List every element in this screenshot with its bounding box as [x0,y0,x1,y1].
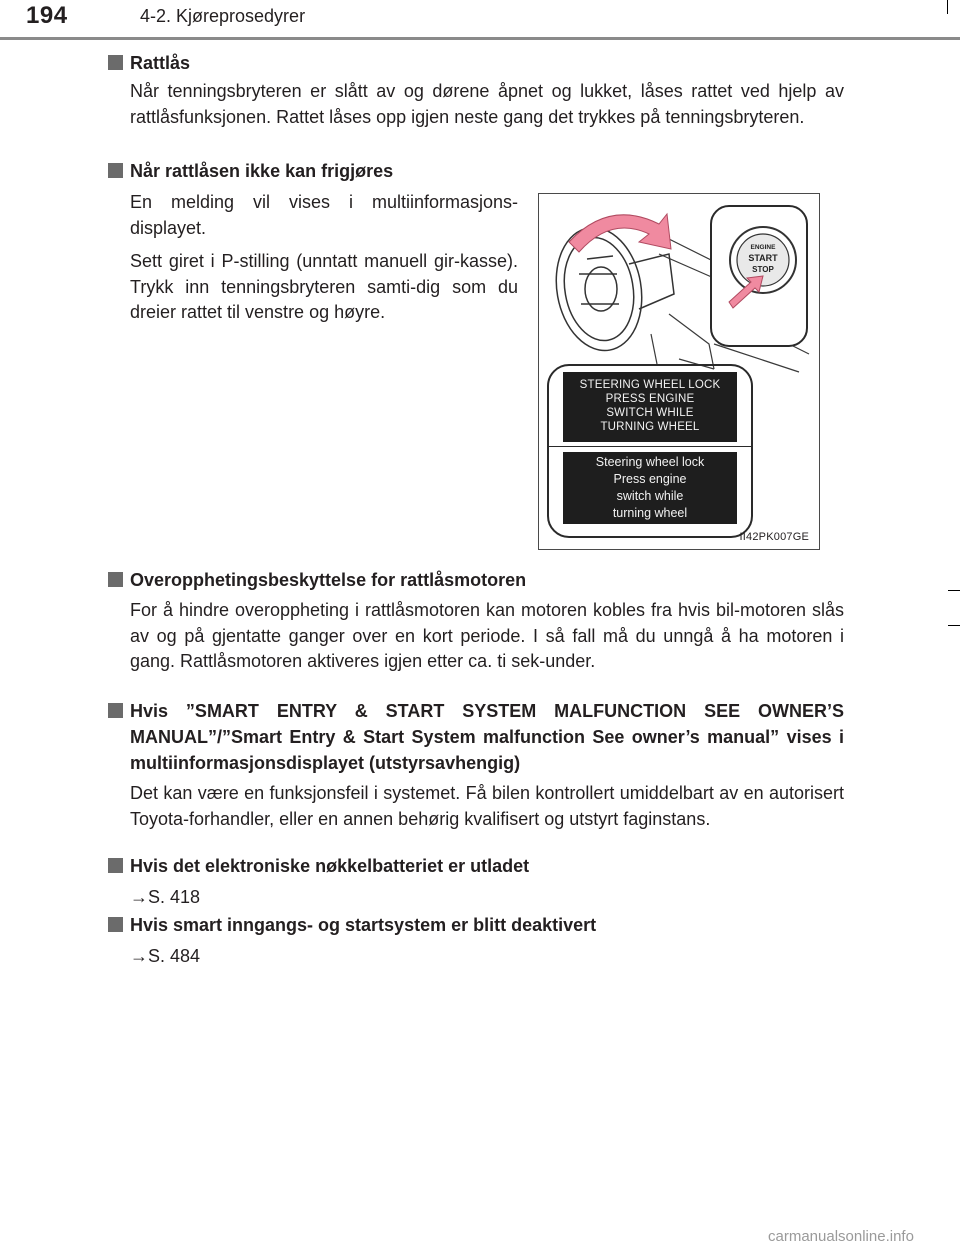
section-heading [108,912,844,938]
bullet-square-icon [108,55,123,70]
figure-code: II42PK007GE [739,531,809,543]
message-line: PRESS ENGINE [605,393,695,405]
paragraph: Når tenningsbryteren er slått av og dørene åpnet og lukket, låses rattet ved hjelp av rattlåsfunksjonen. Rattet låses opp igjen neste gang det trykkes på tenningsbryteren. [130,81,844,127]
crop-mark-mid2 [948,625,960,626]
heading-text: Når rattlåsen ikke kan frigjøres [130,161,394,181]
section-heading [108,567,844,593]
section-heading [108,853,844,879]
display-message-lower [563,452,737,524]
start-button-label-2: START [748,253,778,263]
section-body [108,598,844,675]
paragraph: Det kan være en funksjonsfeil i systemet. Få bilen kontrollert umiddelbart av en autorisert Toyota-forhandler, eller en annen behørig kvalifisert og utstyrt faginstans. [130,783,844,829]
paragraph: En melding vil vises i multiinformasjons-displayet. [130,192,518,238]
page-header [0,0,960,40]
section-heading [108,50,844,76]
bullet-square-icon [108,917,123,932]
page-reference[interactable]: →S. 418 [130,887,201,907]
start-button-label-1: ENGINE [750,244,776,251]
section-malfunction [108,698,844,840]
section-body [108,79,844,130]
message-line: Steering wheel lock [595,455,705,469]
section-batteri [108,853,844,919]
message-line: switch while [616,489,684,503]
steering-lock-figure [538,193,820,550]
message-line: STEERING WHEEL LOCK [579,379,721,391]
section-heading [108,158,844,184]
page-number: 194 [26,2,68,29]
display-divider [549,446,751,447]
page-reference[interactable]: →S. 484 [130,946,201,966]
message-line: turning wheel [612,506,688,520]
heading-text: Hvis ”SMART ENTRY & START SYSTEM MALFUNCTION SEE OWNER’S MANUAL”/”Smart Entry & Start System malfunction See owner’s manual” vises i multiinformasjonsdisplayet (utstyrsavhengig) [130,701,844,773]
bullet-square-icon [108,572,123,587]
message-line: Press engine [613,472,687,486]
message-line: SWITCH WHILE [606,407,694,419]
section-deaktivert [108,912,844,978]
bullet-square-icon [108,858,123,873]
start-button-label-3: STOP [752,265,774,274]
paragraph: Sett giret i P-stilling (unntatt manuell gir-kasse). Trykk inn tenningsbryteren samti-dig som du dreier rattet til venstre og høyre. [130,251,518,322]
section-body [108,781,844,832]
chapter-title: 4-2. Kjøreprosedyrer [140,6,306,26]
crop-mark-top [947,0,948,14]
heading-text: Hvis smart inngangs- og startsystem er blitt deaktivert [130,915,597,935]
section-body [108,190,518,326]
heading-text: Overopphetingsbeskyttelse for rattlåsmotoren [130,570,527,590]
heading-text: Hvis det elektroniske nøkkelbatteriet er utladet [130,856,530,876]
section-rattlaas [108,50,844,138]
section-overoppheting [108,567,844,683]
bullet-square-icon [108,703,123,718]
section-heading [108,698,844,776]
message-line: TURNING WHEEL [600,421,700,433]
crop-mark-mid1 [948,590,960,591]
display-message-upper [563,372,737,442]
header-rule [0,37,960,40]
paragraph: For å hindre overoppheting i rattlåsmotoren kan motoren kobles fra hvis bil-motoren slås av og på gjentatte ganger over en kort periode. I så fall må du unngå å ha motoren i gang. Rattlåsmotoren aktiveres igjen etter ca. ti sek-under. [130,600,844,671]
bullet-square-icon [108,163,123,178]
rotation-arrow-icon [569,214,671,252]
section-body [108,885,844,911]
heading-text: Rattlås [130,53,191,73]
section-body [108,944,844,970]
watermark: carmanualsonline.info [768,1228,914,1245]
